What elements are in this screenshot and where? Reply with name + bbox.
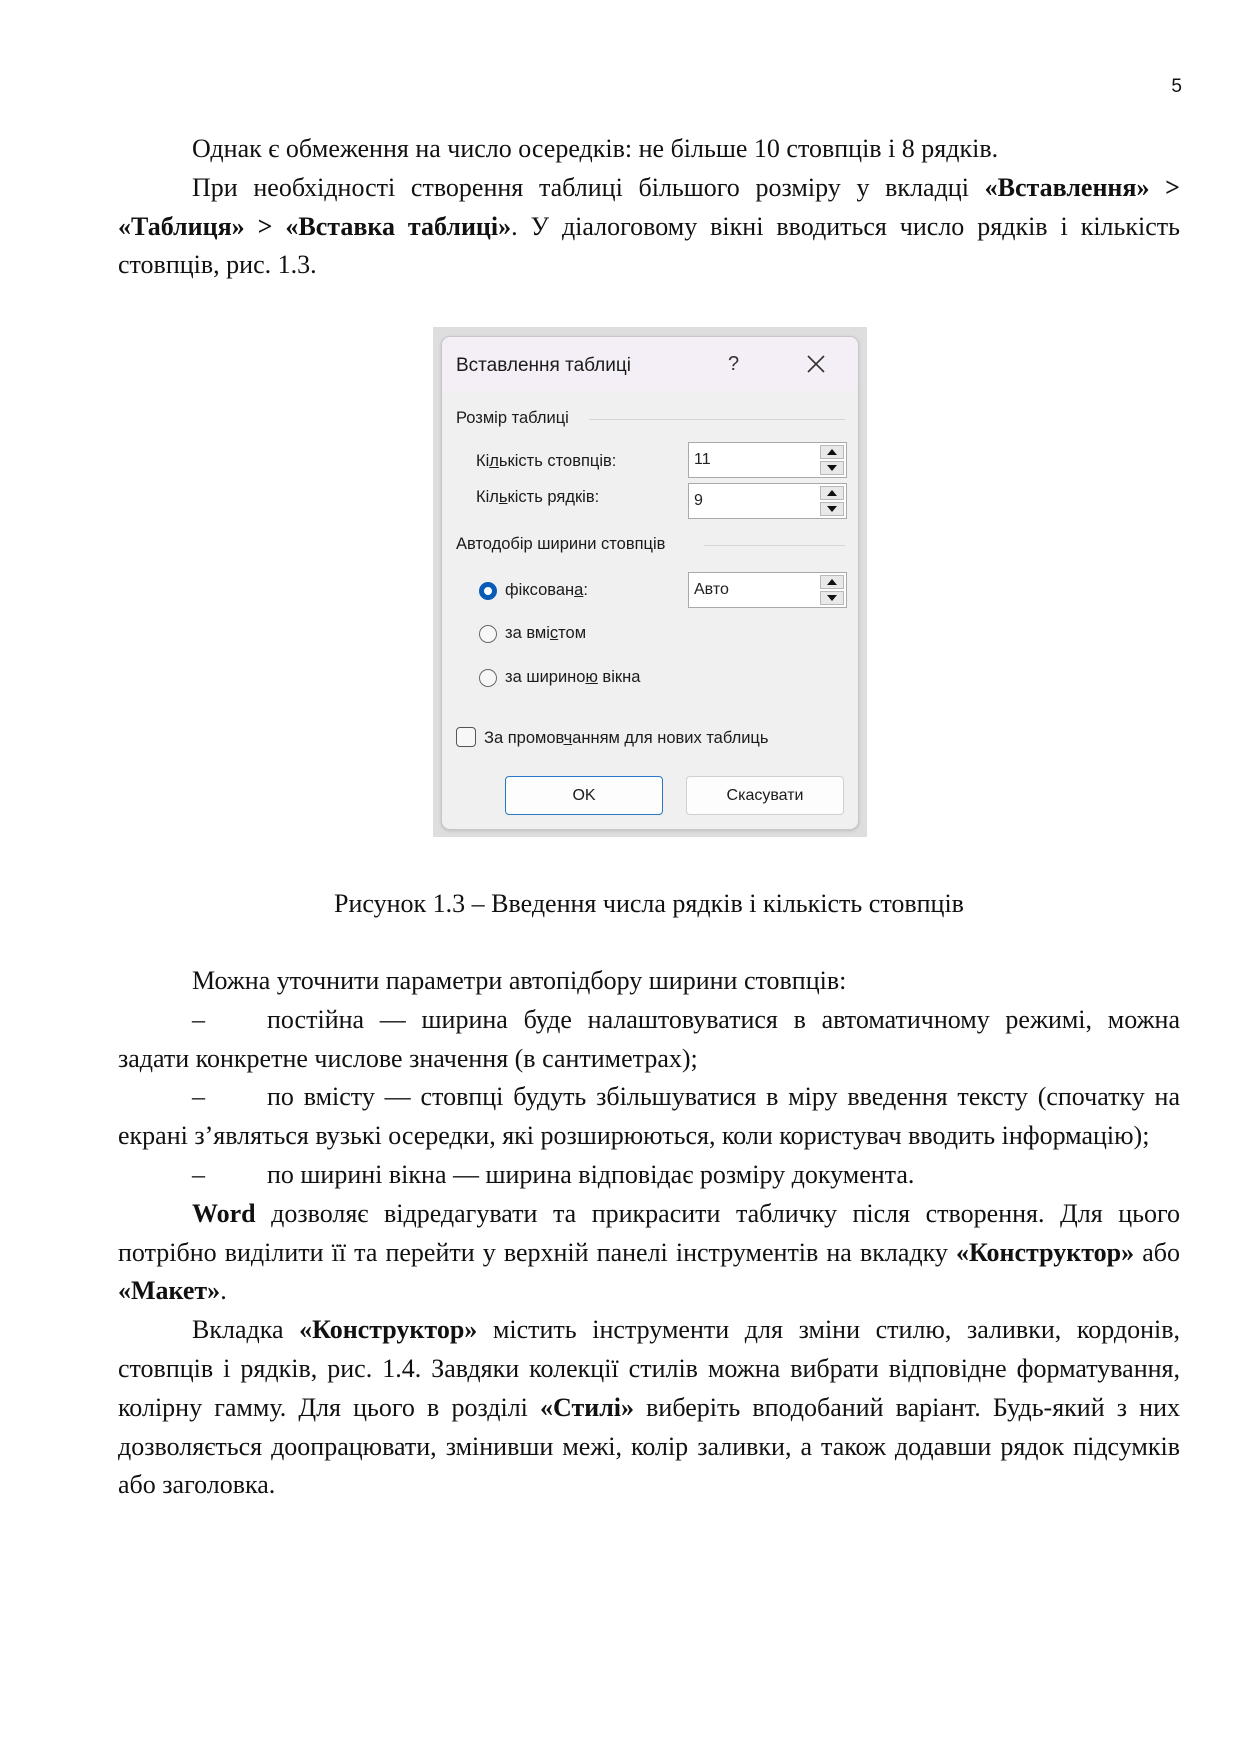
- radio-window-label[interactable]: [505, 668, 640, 687]
- close-icon[interactable]: [805, 353, 827, 375]
- body-text: [118, 962, 1180, 1505]
- text-run: виберіть вподобаний варіант. Будь-який з них дозволяється доопрацювати, змінивши межі, колір заливки, а також додавши рядок підсумків або заголовка.: [118, 1392, 1180, 1500]
- list-dash: –: [192, 1159, 205, 1189]
- rows-down-button[interactable]: [820, 502, 844, 516]
- text-run: Вкладка: [192, 1315, 300, 1345]
- rows-up-button[interactable]: [820, 486, 844, 500]
- bold-term: «Макет»: [118, 1276, 221, 1306]
- fixed-width-input[interactable]: Авто: [694, 581, 729, 598]
- label-text: Кі: [476, 452, 490, 470]
- access-key: ь: [498, 488, 508, 506]
- size-section-label: Розмір таблиці: [456, 409, 569, 427]
- paragraph-insert-table: [118, 169, 1180, 285]
- default-checkbox[interactable]: [456, 727, 476, 747]
- list-item: [118, 1078, 1180, 1156]
- radio-fixed-label[interactable]: [505, 581, 588, 600]
- paragraph-intro: Можна уточнити параметри автопідбору ширини стовпців:: [192, 966, 847, 995]
- label-text: анням для нових таблиць: [572, 729, 769, 747]
- arrow-up-icon: [827, 490, 837, 496]
- bold-term: Word: [192, 1198, 256, 1228]
- list-item: [118, 1156, 1180, 1195]
- label-text: фіксован: [505, 581, 575, 599]
- text-run: або: [1134, 1237, 1180, 1267]
- help-button[interactable]: ?: [728, 353, 740, 375]
- bold-term: «Стилі»: [540, 1392, 635, 1422]
- dialog-title-bar: [442, 337, 858, 391]
- label-text: за ширино: [505, 668, 586, 686]
- list-item: [118, 1001, 1180, 1079]
- menu-path: «Вставлення» > «Таблиця» > «Вставка таблиці»: [118, 172, 1180, 241]
- arrow-down-icon: [827, 465, 837, 471]
- bold-term: «Конструктор»: [299, 1315, 478, 1345]
- paragraph-word: [118, 1195, 1180, 1311]
- radio-content-label[interactable]: [505, 624, 586, 643]
- columns-input[interactable]: 11: [694, 451, 711, 468]
- cancel-button[interactable]: Скасувати: [686, 776, 844, 815]
- arrow-up-icon: [827, 449, 837, 455]
- text-run: дозволяє відредагувати та прикрасити табличку після створення. Для цього потрібно виділити її та перейти у верхній панелі інструментів на вкладку: [118, 1198, 1180, 1267]
- paragraph-limit: Однак є обмеження на число осередків: не більше 10 стовпців і 8 рядків.: [192, 134, 999, 163]
- access-key: л: [489, 452, 499, 470]
- label-text: вікна: [597, 668, 641, 686]
- page-number: 5: [1171, 76, 1182, 97]
- columns-up-button[interactable]: [820, 445, 844, 459]
- bold-term: «Конструктор»: [955, 1237, 1135, 1267]
- figure-caption: Рисунок 1.3 – Введення числа рядків і кількість стовпців: [334, 889, 964, 918]
- radio-window[interactable]: [479, 669, 497, 687]
- insert-table-dialog: [441, 336, 859, 830]
- fixed-width-spin-buttons: [820, 575, 844, 605]
- label-text: за вмі: [505, 624, 550, 642]
- columns-label: [476, 452, 616, 471]
- text-run: . У діалоговому вікні вводиться число рядків і кількість стовпців, рис. 1.3.: [118, 211, 1180, 280]
- list-dash: –: [192, 1082, 205, 1112]
- arrow-up-icon: [827, 579, 837, 585]
- fixed-width-up-button[interactable]: [820, 575, 844, 589]
- ok-button[interactable]: OK: [505, 776, 663, 815]
- list-item-text: по вмісту — стовпці будуть збільшуватися в міру введення тексту (спочатку на екрані з’являться вузькі осередки, які розширюються, коли користувач вводить інформацію);: [118, 1082, 1180, 1151]
- text-run: містить інструменти для зміни стилю, заливки, кордонів, стовпців і рядків, рис. 1.4. Завдяки колекції стилів можна вибрати відповідне форматування, колірну гамму. Для цього в розділі: [118, 1315, 1180, 1422]
- fixed-width-stepper[interactable]: [688, 572, 847, 608]
- rows-spin-buttons: [820, 486, 844, 516]
- access-key: с: [549, 624, 559, 642]
- dialog-title: Вставлення таблиці: [456, 355, 631, 376]
- rows-stepper[interactable]: [688, 483, 847, 519]
- access-key: ю: [585, 668, 598, 686]
- rows-input[interactable]: 9: [694, 492, 703, 509]
- text-run: .: [220, 1276, 227, 1306]
- paragraph-design-tab: [118, 1311, 1180, 1505]
- label-text: том: [558, 624, 587, 642]
- arrow-down-icon: [827, 506, 837, 512]
- access-key: ч: [563, 729, 573, 747]
- list-dash: –: [192, 1004, 205, 1034]
- radio-content[interactable]: [479, 625, 497, 643]
- arrow-down-icon: [827, 595, 837, 601]
- columns-down-button[interactable]: [820, 461, 844, 475]
- label-text: :: [583, 581, 588, 599]
- label-text: За промов: [484, 729, 564, 747]
- size-section-divider: [589, 419, 845, 420]
- fixed-width-down-button[interactable]: [820, 591, 844, 605]
- top-text: [118, 130, 1180, 285]
- text-run: При необхідності створення таблиці більшого розміру у вкладці: [192, 172, 985, 202]
- label-text: ькість стовпців:: [498, 452, 617, 470]
- columns-stepper[interactable]: [688, 442, 847, 478]
- label-text: кість рядків:: [507, 488, 600, 506]
- columns-spin-buttons: [820, 445, 844, 475]
- label-text: Кіл: [476, 488, 499, 506]
- list-item-text: постійна — ширина буде налаштовуватися в автоматичному режимі, можна задати конкретне числове значення (в сантиметрах);: [118, 1004, 1180, 1073]
- autofit-section-label: Автодобір ширини стовпців: [456, 535, 666, 553]
- radio-fixed[interactable]: [479, 582, 497, 600]
- access-key: а: [574, 581, 584, 599]
- autofit-section-divider: [704, 545, 845, 546]
- rows-label: [476, 488, 599, 507]
- default-checkbox-label[interactable]: [484, 729, 768, 748]
- list-item-text: по ширині вікна — ширина відповідає розміру документа.: [267, 1159, 915, 1189]
